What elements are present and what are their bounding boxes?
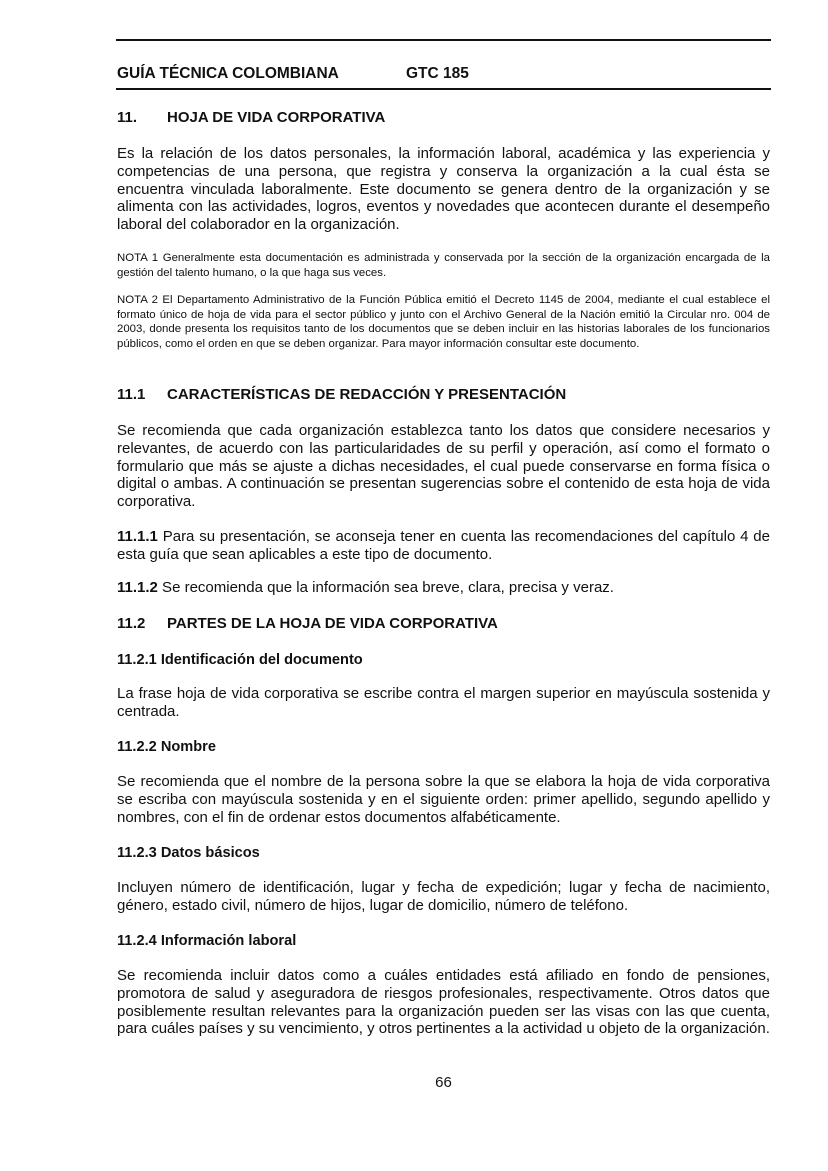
section-11-2-heading [117, 615, 770, 633]
section-title: HOJA DE VIDA CORPORATIVA [167, 109, 386, 126]
header-bottom-rule [116, 88, 771, 90]
section-title: PARTES DE LA HOJA DE VIDA CORPORATIVA [167, 615, 498, 632]
note-2: NOTA 2 El Departamento Administrativo de la Función Pública emitió el Decreto 1145 de 2004, mediante el cual establece el formato único de hoja de vida para el sector público y junto con el Archivo General de la Nación emitió la Circular nro. 004 de 2003, donde presenta los requisitos tanto de los documentos que se deben incluir en las historias laborales de los funcionarios públicos, como el orden en que se deben organizar. Para mayor información consultar este documento. [117, 294, 770, 350]
subsection-heading: 11.2.1 Identificación del documento [117, 652, 363, 668]
section-number: 11. [117, 109, 138, 126]
paragraph: Se recomienda incluir datos como a cuáles entidades está afiliado en fondo de pensiones, promotora de salud y aseguradora de riesgos profesionales, respectivamente. Otros datos que posiblemente resultan relevantes para la organización pueden ser las visas con las que cuenta, para cuáles países y su vencimiento, y otros pertinentes a la actividad u objeto de la organización. [117, 967, 770, 1038]
section-number: 11.1 [117, 386, 146, 403]
header-code: GTC 185 [406, 65, 469, 82]
clause-text: Se recomienda que la información sea breve, clara, precisa y veraz. [157, 579, 614, 596]
paragraph: Se recomienda que cada organización establezca tanto los datos que considere necesarios y relevantes, de acuerdo con las particularidades de su perfil y operación, así como el formato o formulario que más se ajuste a dichas necesidades, el cual puede conservarse en forma física o digital o ambas. A continuación se presentan sugerencias sobre el contenido de esta hoja de vida corporativa. [117, 422, 770, 511]
paragraph: Es la relación de los datos personales, la información laboral, académica y las experiencia y competencias de una persona, que registra y conserva la organización a la cual ésta se encuentra vinculada laboralmente. Este documento se genera dentro de la organización y se alimenta con las actividades, logros, eventos y novedades que acontecen durante el desempeño laboral del colaborador en la organización. [117, 145, 770, 234]
clause-number: 11.1.2 [117, 579, 158, 596]
page-number: 66 [435, 1074, 452, 1091]
subsection-heading: 11.2.4 Información laboral [117, 933, 297, 949]
section-11-1-heading [117, 386, 770, 404]
section-number: 11.2 [117, 615, 146, 632]
subsection-heading: 11.2.3 Datos básicos [117, 845, 260, 861]
clause-text: Para su presentación, se aconseja tener en cuenta las recomendaciones del capítulo 4 de esta guía que sean aplicables a este tipo de documento. [117, 528, 770, 563]
paragraph: La frase hoja de vida corporativa se escribe contra el margen superior en mayúscula sostenida y centrada. [117, 685, 770, 720]
clause-number: 11.1.1 [117, 528, 158, 545]
paragraph-11-1-2 [117, 579, 770, 597]
paragraph-11-1-1 [117, 528, 770, 564]
note-1: NOTA 1 Generalmente esta documentación es administrada y conservada por la sección de la organización encargada de la gestión del talento humano, o la que haga sus veces. [117, 252, 770, 279]
paragraph: Se recomienda que el nombre de la persona sobre la que se elabora la hoja de vida corporativa se escriba con mayúscula sostenida y en el siguiente orden: primer apellido, segundo apellido y nombres, con el fin de ordenar estos documentos alfabéticamente. [117, 773, 770, 826]
header-title: GUÍA TÉCNICA COLOMBIANA [117, 65, 339, 82]
section-title: CARACTERÍSTICAS DE REDACCIÓN Y PRESENTACIÓN [167, 386, 567, 403]
subsection-heading: 11.2.2 Nombre [117, 739, 216, 755]
header-top-rule [116, 39, 771, 41]
section-11-heading [117, 109, 770, 127]
paragraph: Incluyen número de identificación, lugar y fecha de expedición; lugar y fecha de nacimiento, género, estado civil, número de hijos, lugar de domicilio, número de teléfono. [117, 879, 770, 914]
